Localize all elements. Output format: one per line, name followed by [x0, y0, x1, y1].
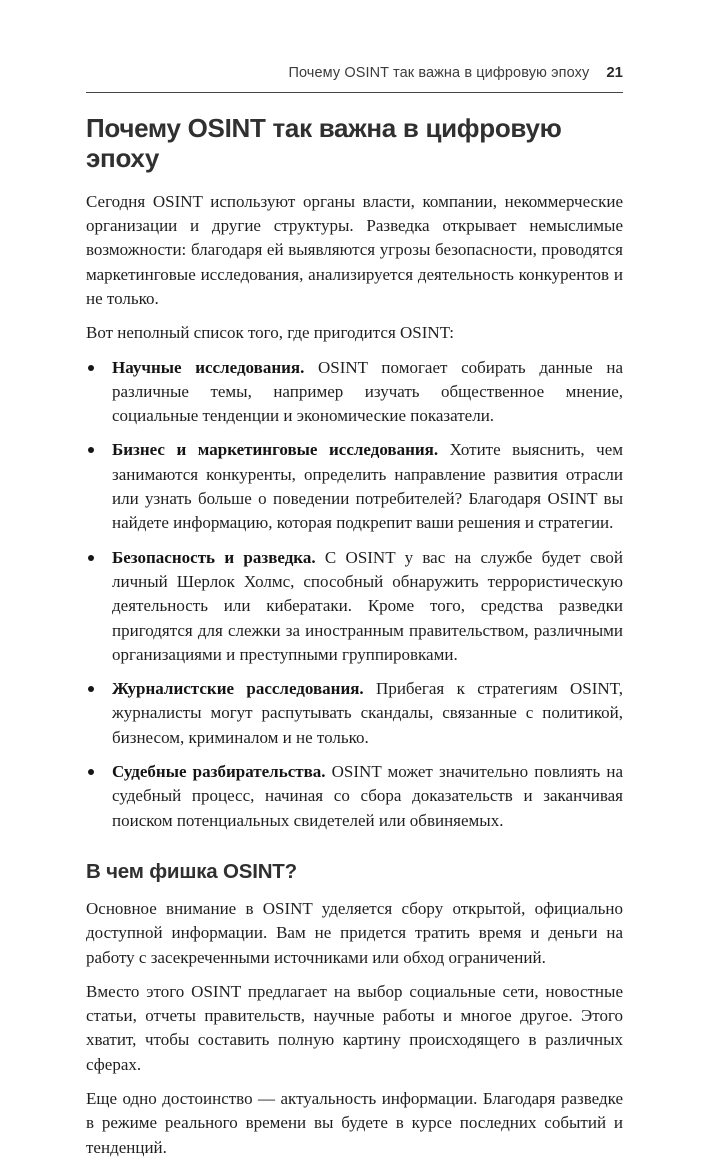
list-item-text: С OSINT у вас на службе будет свой личный Шерлок Холмс, способный обнаружить террористическую деятельность или кибератаки. Кроме того, средства разведки пригодятся для слежки за иностранным правительством, различными организациями и преступными группировками.	[112, 547, 624, 664]
list-item-lead: Бизнес и маркетинговые исследования.	[112, 440, 439, 460]
running-header-title: Почему OSINT так важна в цифровую эпоху	[288, 65, 590, 81]
list-item-body	[112, 438, 623, 535]
list-item-text: Прибегая к стратегиям OSINT, журналисты могут распутывать скандалы, связанные с политикой, бизнесом, криминалом и не только.	[112, 679, 623, 747]
list-item	[86, 760, 623, 833]
list-item-lead: Журналистские расследования.	[112, 679, 364, 699]
running-header	[86, 64, 623, 93]
list-item-lead: Научные исследования.	[112, 357, 305, 377]
list-item-text: OSINT может значительно повлиять на судебный процесс, начиная со сбора доказательств и заканчивая поиском потенциальных свидетелей или обвиняемых.	[112, 762, 624, 830]
list-item	[86, 677, 623, 750]
list-intro-paragraph: Вот неполный список того, где пригодится OSINT:	[86, 323, 454, 343]
list-item	[86, 546, 623, 667]
list-item-text: OSINT помогает собирать данные на различные темы, например изучать общественное мнение, социальные тенденции и экономические показатели.	[112, 357, 623, 426]
page-number: 21	[606, 64, 623, 81]
bullet-dot	[86, 356, 112, 429]
section-paragraph: Еще одно достоинство — актуальность информации. Благодаря разведке в режиме реального времени вы будете в курсе последних событий и тенденций.	[86, 1088, 623, 1157]
section-heading: В чем фишка OSINT?	[86, 859, 297, 883]
list-item	[86, 356, 623, 429]
list-item-body	[112, 677, 623, 750]
list-item-body	[112, 760, 623, 833]
list-item-body	[112, 546, 623, 667]
list-item	[86, 438, 623, 535]
section-osint-advantages	[86, 860, 623, 1160]
section-paragraph: Вместо этого OSINT предлагает на выбор социальные сети, новостные статьи, отчеты правительств, научные работы и многое другое. Этого хватит, чтобы составить полную картину происходящего в различных сферах.	[86, 981, 623, 1074]
list-item-body	[112, 356, 623, 429]
list-item-lead: Судебные разбирательства.	[112, 762, 326, 782]
bullet-dot	[86, 760, 112, 833]
bullet-dot	[86, 546, 112, 667]
bullet-dot	[86, 438, 112, 535]
chapter-title: Почему OSINT так важна в цифровую эпоху	[86, 113, 562, 173]
intro-paragraph: Сегодня OSINT используют органы власти, компании, некоммерческие организации и другие структуры. Разведка открывает немыслимые возможности: благодаря ей выявляются угрозы безопасности, проводятся маркетинговые исследования, анализируется деятельность конкурентов и не только.	[86, 191, 623, 308]
list-item-lead: Безопасность и разведка.	[112, 547, 316, 567]
bullet-dot	[86, 677, 112, 750]
list-item-text: Хотите выяснить, чем занимаются конкуренты, определить направление развития отрасли или узнать больше о поведении потребителей? Благодаря OSINT вы найдете информацию, которая подкрепит ваши решения и стратегии.	[112, 440, 624, 533]
section-paragraph: Основное внимание в OSINT уделяется сбору открытой, официально доступной информации. Вам не придется тратить время и деньги на работу с засекреченными источниками или обход ограничений.	[86, 898, 623, 967]
osint-use-cases-list	[86, 356, 623, 833]
